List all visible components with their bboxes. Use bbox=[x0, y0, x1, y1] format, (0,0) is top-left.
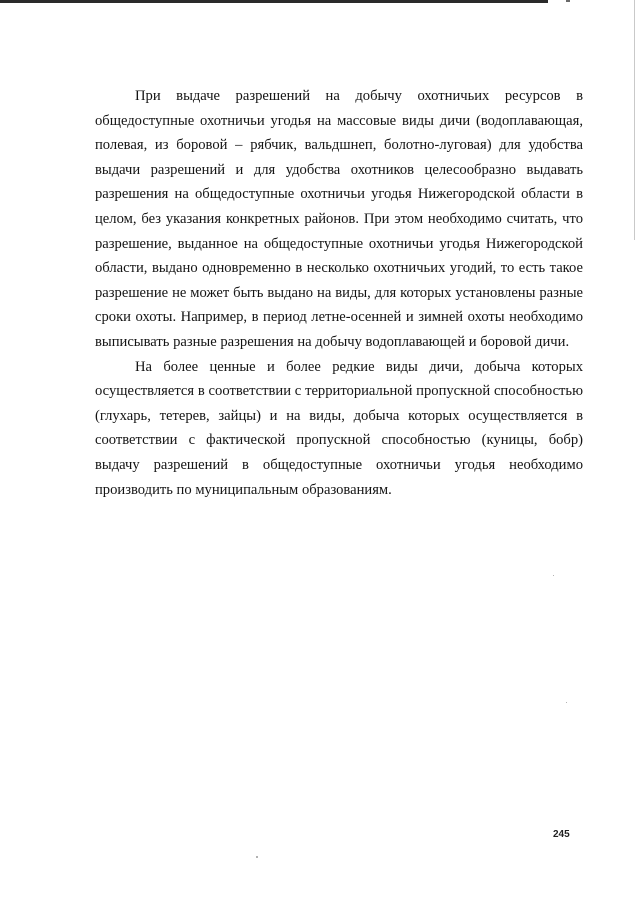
document-body bbox=[95, 84, 583, 502]
page-number: 245 bbox=[553, 829, 570, 840]
scan-speck bbox=[256, 856, 258, 858]
paragraph-1: При выдаче разрешений на добычу охотничьих ресурсов в общедоступные охотничьи угодья на массовые виды дичи (водоплавающая, полевая, из боровой – рябчик, вальдшнеп, болотно-луговая) для удобства выдачи разрешений и для удобства охотников целесообразно выдавать разрешения на общедоступные охотничьи угодья Нижегородской области в целом, без указания конкретных районов. При этом необходимо считать, что разрешение, выданное на общедоступные охотничьи угодья Нижегородской области, выдано одновременно в несколько охотничьих угодий, то есть такое разрешение не может быть выдано на виды, для которых установлены разные сроки охоты. Например, в период летне-осенней и зимней охоты необходимо выписывать разные разрешения на добычу водоплавающей и боровой дичи. bbox=[95, 88, 583, 350]
scan-right-edge-line bbox=[634, 0, 635, 240]
paragraph-2: На более ценные и более редкие виды дичи, добыча которых осуществляется в соответствии с территориальной пропускной способностью (глухарь, тетерев, зайцы) и на виды, добыча которых осуществляется в соответствии с фактической пропускной способностью (куницы, бобр) выдачу разрешений в общедоступные охотничьи угодья необходимо производить по муниципальным образованиям. bbox=[95, 358, 583, 498]
scan-top-edge-line bbox=[0, 0, 548, 3]
scan-top-edge-mark bbox=[566, 0, 570, 2]
scan-speck bbox=[553, 575, 554, 576]
scan-speck bbox=[566, 702, 567, 703]
